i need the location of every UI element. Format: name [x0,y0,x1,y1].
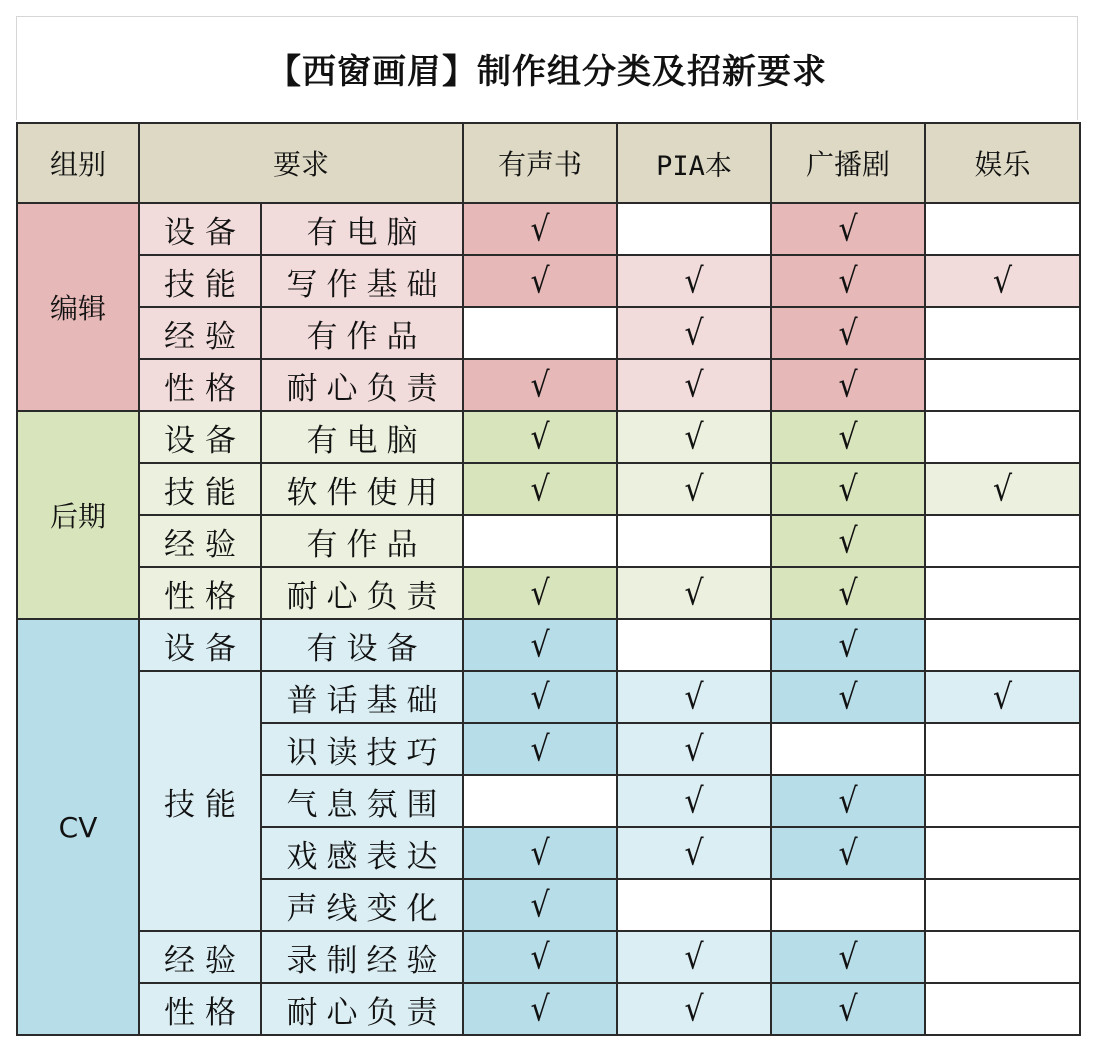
check-cell-pia [617,671,771,723]
check-mark-icon: √ [530,936,550,978]
requirement-category: 经验 [139,931,261,983]
check-mark-icon: √ [992,468,1013,510]
requirement-item: 有作品 [261,515,463,567]
check-mark-icon: √ [838,208,858,250]
check-cell-pia [617,255,771,307]
table-row [17,203,1080,255]
check-cell-entertainment [925,255,1080,307]
check-cell-pia [617,983,771,1035]
requirement-item: 耐心负责 [261,567,463,619]
check-mark-icon: √ [838,780,858,822]
check-cell-audiobook [463,827,617,879]
check-cell-pia [617,723,771,775]
requirement-item: 声线变化 [261,879,463,931]
check-cell-radio-drama [771,619,925,671]
requirement-item: 有设备 [261,619,463,671]
check-mark-icon: √ [530,468,550,510]
header-entertainment: 娱乐 [925,123,1080,203]
table-row [17,567,1080,619]
check-mark-icon: √ [684,676,704,718]
check-mark-icon: √ [838,572,858,614]
check-mark-icon: √ [684,936,704,978]
requirement-category: 技能 [139,463,261,515]
check-cell-radio-drama [771,307,925,359]
check-mark-icon: √ [530,260,550,302]
check-cell-audiobook [463,879,617,931]
check-mark-icon: √ [530,572,550,614]
check-cell-audiobook [463,567,617,619]
check-mark-icon: √ [684,572,704,614]
check-cell-radio-drama [771,411,925,463]
table-row [17,411,1080,463]
requirement-category: 性格 [139,567,261,619]
check-cell-entertainment [925,411,1080,463]
check-mark-icon: √ [684,832,704,874]
requirement-category: 性格 [139,983,261,1035]
check-cell-audiobook [463,203,617,255]
check-mark-icon: √ [838,468,858,510]
check-cell-pia [617,515,771,567]
table-row [17,671,1080,723]
check-mark-icon: √ [838,624,858,666]
check-cell-entertainment [925,723,1080,775]
group-name: 后期 [17,411,139,619]
check-mark-icon: √ [684,416,704,458]
check-cell-pia [617,775,771,827]
requirement-category: 经验 [139,515,261,567]
requirement-category: 技能 [139,671,261,931]
check-cell-radio-drama [771,775,925,827]
check-cell-radio-drama [771,359,925,411]
check-cell-audiobook [463,671,617,723]
check-cell-audiobook [463,619,617,671]
check-mark-icon: √ [530,624,550,666]
header-audiobook: 有声书 [463,123,617,203]
requirement-item: 写作基础 [261,255,463,307]
check-cell-pia [617,879,771,931]
requirement-item: 有电脑 [261,203,463,255]
check-mark-icon: √ [838,832,858,874]
table-row [17,619,1080,671]
requirement-category: 经验 [139,307,261,359]
header-group: 组别 [17,123,139,203]
requirement-item: 普话基础 [261,671,463,723]
check-cell-audiobook [463,723,617,775]
requirement-item: 耐心负责 [261,983,463,1035]
check-mark-icon: √ [530,208,550,250]
check-cell-entertainment [925,307,1080,359]
check-mark-icon: √ [838,260,858,302]
check-mark-icon: √ [530,728,550,770]
check-mark-icon: √ [684,468,704,510]
check-cell-pia [617,619,771,671]
check-cell-entertainment [925,983,1080,1035]
check-cell-entertainment [925,879,1080,931]
check-mark-icon: √ [684,364,704,406]
requirement-category: 性格 [139,359,261,411]
recruitment-table [16,122,1081,1036]
check-mark-icon: √ [838,520,858,562]
table-row [17,463,1080,515]
check-mark-icon: √ [530,416,550,458]
check-cell-entertainment [925,827,1080,879]
check-cell-entertainment [925,463,1080,515]
check-cell-audiobook [463,411,617,463]
check-mark-icon: √ [838,312,858,354]
check-cell-entertainment [925,931,1080,983]
check-mark-icon: √ [838,416,858,458]
check-cell-entertainment [925,619,1080,671]
header-pia: PIA本 [617,123,771,203]
check-cell-radio-drama [771,723,925,775]
table-row [17,515,1080,567]
check-cell-pia [617,463,771,515]
check-cell-entertainment [925,775,1080,827]
check-cell-audiobook [463,307,617,359]
check-cell-pia [617,411,771,463]
requirement-item: 软件使用 [261,463,463,515]
check-cell-pia [617,359,771,411]
check-cell-audiobook [463,463,617,515]
check-cell-radio-drama [771,983,925,1035]
check-cell-entertainment [925,671,1080,723]
check-mark-icon: √ [992,260,1013,302]
table-row [17,307,1080,359]
check-cell-entertainment [925,359,1080,411]
page-title: 【西窗画眉】制作组分类及招新要求 [16,16,1078,120]
table-row [17,255,1080,307]
check-mark-icon: √ [530,832,550,874]
check-cell-pia [617,203,771,255]
requirement-item: 有电脑 [261,411,463,463]
table-row [17,983,1080,1035]
requirement-item: 录制经验 [261,931,463,983]
check-mark-icon: √ [684,312,704,354]
check-cell-audiobook [463,931,617,983]
check-mark-icon: √ [992,676,1013,718]
check-cell-radio-drama [771,255,925,307]
check-cell-audiobook [463,775,617,827]
check-mark-icon: √ [838,936,858,978]
requirement-item: 气息氛围 [261,775,463,827]
requirement-item: 识读技巧 [261,723,463,775]
check-mark-icon: √ [838,364,858,406]
check-cell-entertainment [925,515,1080,567]
check-cell-radio-drama [771,931,925,983]
header-radio-drama: 广播剧 [771,123,925,203]
requirement-item: 耐心负责 [261,359,463,411]
check-mark-icon: √ [838,676,858,718]
requirement-category: 设备 [139,619,261,671]
requirement-category: 技能 [139,255,261,307]
table-row [17,931,1080,983]
group-name: 编辑 [17,203,139,411]
check-mark-icon: √ [530,988,550,1030]
check-cell-radio-drama [771,463,925,515]
check-cell-pia [617,567,771,619]
check-cell-audiobook [463,255,617,307]
check-mark-icon: √ [530,884,550,926]
requirement-item: 戏感表达 [261,827,463,879]
check-mark-icon: √ [530,364,550,406]
header-requirement: 要求 [139,123,463,203]
check-cell-radio-drama [771,827,925,879]
group-name: CV [17,619,139,1035]
check-cell-audiobook [463,983,617,1035]
check-cell-radio-drama [771,515,925,567]
check-cell-radio-drama [771,879,925,931]
check-cell-pia [617,307,771,359]
check-mark-icon: √ [530,676,550,718]
check-mark-icon: √ [838,988,858,1030]
requirement-category: 设备 [139,411,261,463]
header-row [17,123,1080,203]
requirement-item: 有作品 [261,307,463,359]
check-mark-icon: √ [684,728,704,770]
table-row [17,359,1080,411]
check-mark-icon: √ [684,988,704,1030]
check-cell-pia [617,931,771,983]
check-cell-entertainment [925,203,1080,255]
check-mark-icon: √ [684,780,704,822]
check-cell-radio-drama [771,671,925,723]
check-cell-audiobook [463,359,617,411]
check-cell-audiobook [463,515,617,567]
check-mark-icon: √ [684,260,704,302]
check-cell-radio-drama [771,567,925,619]
check-cell-radio-drama [771,203,925,255]
check-cell-pia [617,827,771,879]
requirement-category: 设备 [139,203,261,255]
check-cell-entertainment [925,567,1080,619]
